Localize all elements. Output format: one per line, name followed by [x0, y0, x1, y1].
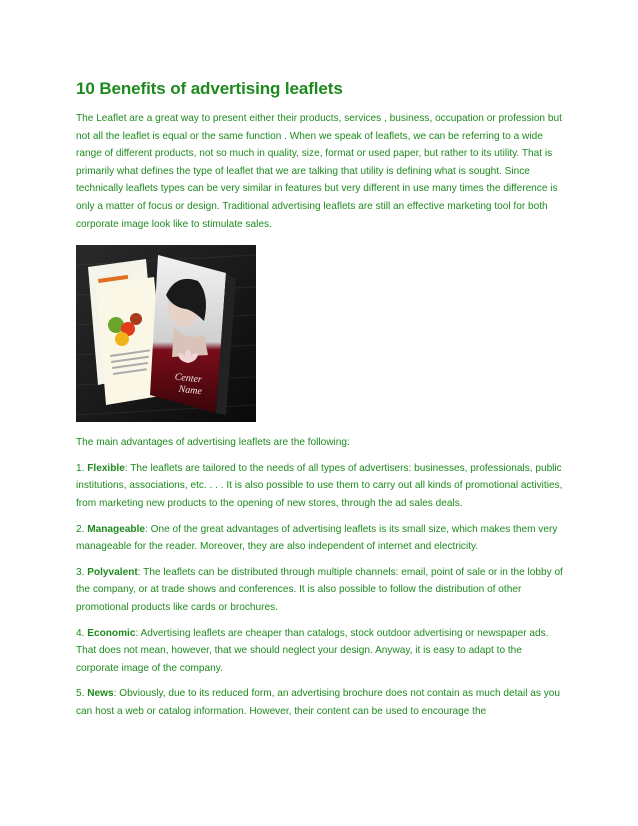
item-term: News — [87, 688, 114, 700]
advantages-lead: The main advantages of advertising leaflets are the following: — [76, 437, 350, 449]
list-item — [76, 521, 566, 556]
advantages-list — [76, 460, 566, 721]
item-text: : Advertising leaflets are cheaper than catalogs, stock outdoor advertising or newspaper ads. That does not mean, however, that we should neglect your design. Anyway, it is easy to adapt to the corporate image of the company. — [76, 627, 549, 674]
item-term: Manageable — [87, 523, 146, 535]
item-text: : The leaflets can be distributed through multiple channels: email, point of sale or in the lobby of the company, or at trade shows and conferences. It is also possible to follow the distribution of other promotional products like cards or brochures. — [76, 566, 563, 613]
document-title: 10 Benefits of advertising leaflets — [76, 79, 343, 98]
item-term: Polyvalent — [87, 566, 138, 578]
item-text: : The leaflets are tailored to the needs of all types of advertisers: businesses, professionals, public institutions, associations, etc. . . . It is also possible to use them to carry out all kinds of promotional activities, from marketing new products to the opening of new stores, through the ad sales deals. — [76, 462, 563, 509]
list-item — [76, 685, 566, 720]
intro-paragraph: The Leaflet are a great way to present either their products, services , business, occupation or profession but not all the leaflet is equal or the same function . When we speak of leaflets, we can be referring to a wide range of different products, not so much in quality, size, format or used paper, but rather to its utility. That is primarily what defines the type of leaflet that we are talking that utility is defining what is sought. Since technically leaflets types can be very similar in features but very different in use many times the difference is only a matter of focus or design. Traditional advertising leaflets are still an effective marketing tool for both corporate image look like to stimulate sales. — [76, 113, 562, 230]
front-booklet — [150, 255, 236, 415]
document-page — [76, 78, 566, 720]
list-item — [76, 564, 566, 617]
item-term: Economic — [87, 627, 136, 639]
leaflet-image — [76, 245, 256, 422]
cover-text-line2: Name — [178, 383, 203, 398]
item-text: : Obviously, due to its reduced form, an advertising brochure does not contain as much detail as you can host a web or catalog information. However, their content can be used to encourage the — [76, 688, 561, 717]
item-number: 3. — [76, 566, 88, 578]
item-number: 5. — [76, 688, 88, 700]
list-item — [76, 460, 566, 513]
list-item — [76, 625, 566, 678]
leaflet-illustration — [76, 245, 256, 422]
item-text: : One of the great advantages of advertising leaflets is its small size, which makes them very manageable for the reader. Moreover, they are also independent of internet and electricity. — [76, 523, 558, 553]
item-number: 1. — [76, 462, 88, 474]
item-number: 4. — [76, 627, 88, 639]
item-number: 2. — [76, 523, 88, 535]
cover-text-line1: Center — [174, 371, 203, 386]
item-term: Flexible — [87, 462, 125, 474]
